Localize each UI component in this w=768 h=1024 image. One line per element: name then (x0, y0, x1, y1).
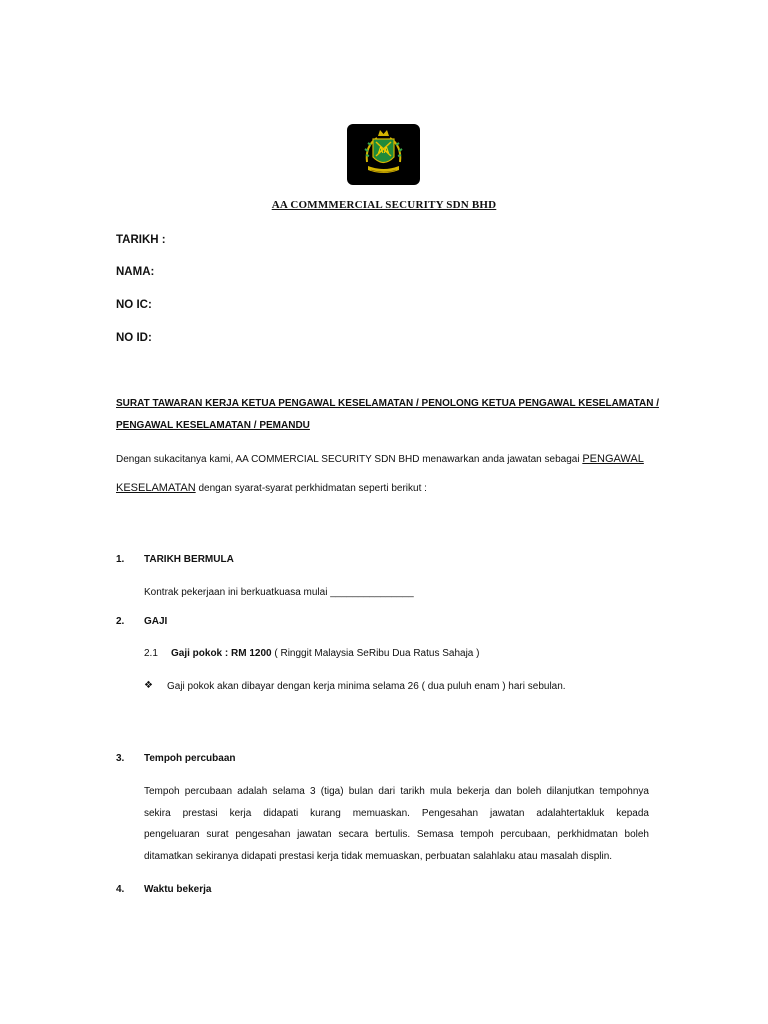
section-1-number: 1. (116, 554, 125, 565)
intro-position-b: KESELAMATAN (116, 482, 196, 494)
field-nama: NAMA: (116, 266, 155, 278)
section-2-number: 2. (116, 616, 125, 627)
section-4-number: 4. (116, 884, 125, 895)
section-4-title: Waktu bekerja (144, 884, 212, 895)
section-3-line3: pengeluaran surat pengesahan jawatan secara bertulis. Semasa tempoh percubaan, perkhidmatan boleh (144, 829, 649, 840)
bullet-icon: ❖ (144, 680, 153, 691)
section-3-number: 3. (116, 753, 125, 764)
section-2-bullet-text: Gaji pokok akan dibayar dengan kerja minima selama 26 ( dua puluh enam ) hari sebulan. (167, 681, 566, 692)
basic-salary-words: ( Ringgit Malaysia SeRibu Dua Ratus Sahaja ) (271, 648, 480, 659)
offer-title-line2: PENGAWAL KESELAMATAN / PEMANDU (116, 420, 310, 431)
field-no-ic: NO IC: (116, 299, 152, 311)
section-2-title: GAJI (144, 616, 168, 627)
intro-text-d: dengan syarat-syarat perkhidmatan seperti berikut : (195, 483, 427, 494)
company-name: AA COMMMERCIAL SECURITY SDN BHD (271, 199, 497, 211)
section-3-title: Tempoh percubaan (144, 753, 236, 764)
section-3-line2: sekira prestasi kerja didapati kurang memuaskan. Pengesahan jawatan adalahtertakluk kepada (144, 808, 649, 819)
field-no-id: NO ID: (116, 332, 152, 344)
company-logo (347, 124, 420, 185)
intro-line2 (116, 482, 427, 494)
logo-text: AA (377, 146, 390, 155)
section-2-1-text (171, 648, 479, 659)
intro-line1 (116, 453, 644, 465)
offer-title-line1: SURAT TAWARAN KERJA KETUA PENGAWAL KESELAMATAN / PENOLONG KETUA PENGAWAL KESELAMATAN / (116, 398, 659, 409)
intro-position-a: PENGAWAL (582, 453, 644, 465)
section-2-1-number: 2.1 (144, 648, 158, 659)
basic-salary-label: Gaji pokok : RM 1200 (171, 648, 272, 659)
section-3-line4: ditamatkan sekiranya didapati prestasi kerja tidak memuaskan, perbuatan salahlaku atau masalah displin. (144, 851, 613, 862)
field-tarikh: TARIKH : (116, 234, 166, 246)
section-1-title: TARIKH BERMULA (144, 554, 234, 565)
section-1-text: Kontrak pekerjaan ini berkuatkuasa mulai _______________ (144, 587, 414, 598)
intro-text-a: Dengan sukacitanya kami, AA COMMERCIAL SECURITY SDN BHD menawarkan anda jawatan sebagai (116, 454, 583, 465)
section-3-line1: Tempoh percubaan adalah selama 3 (tiga) bulan dari tarikh mula bekerja dan boleh dilanjutkan tempohnya (144, 786, 649, 797)
